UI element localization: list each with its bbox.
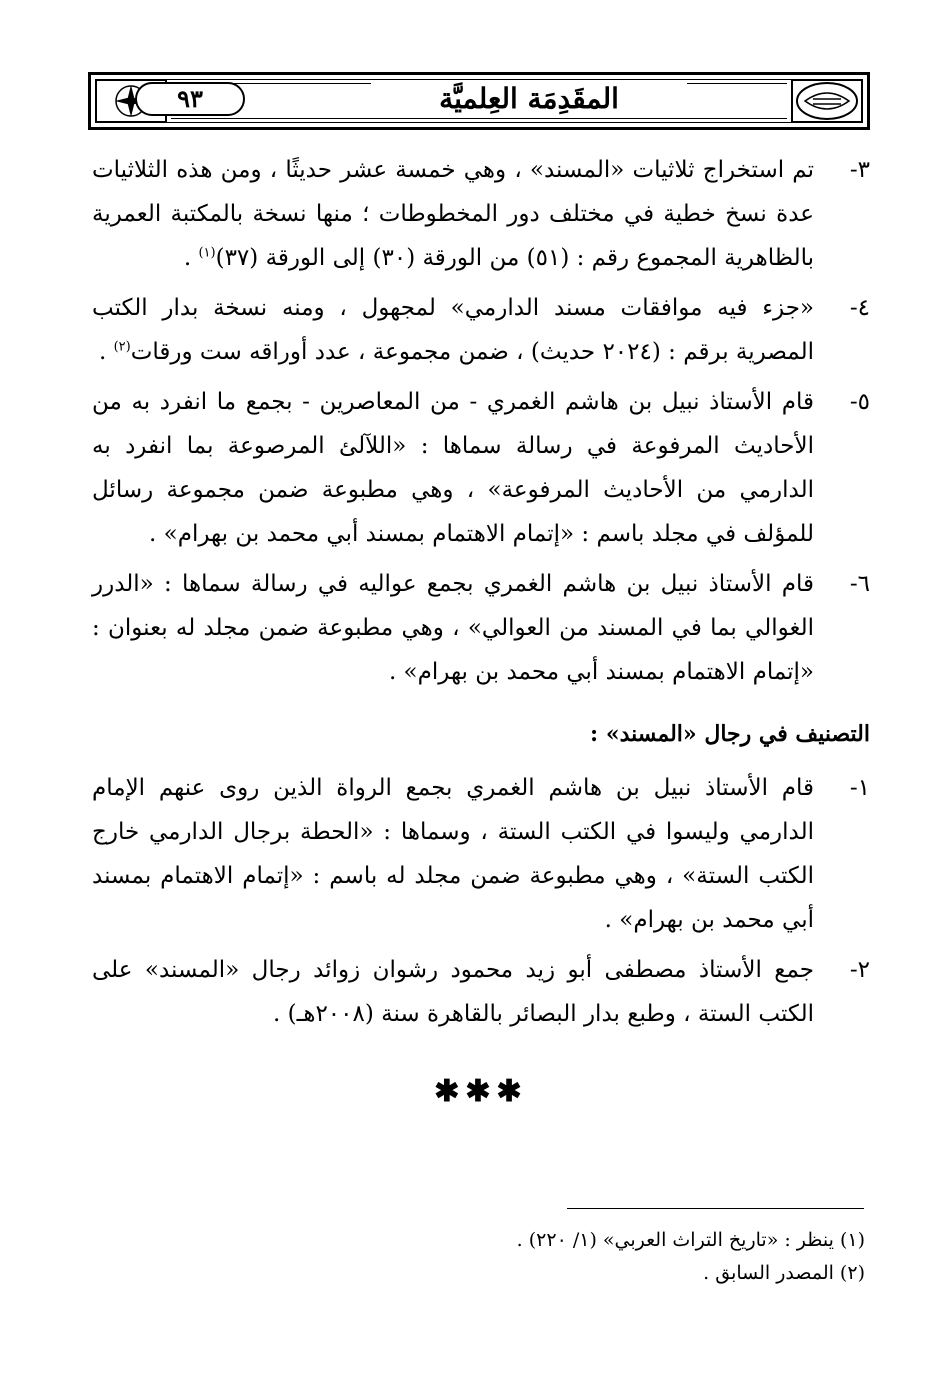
item-number: ٦-	[849, 571, 870, 597]
footnote: (١) ينظر : «تاريخ التراث العربي» (١/ ٢٢٠) .	[516, 1229, 865, 1251]
list-item	[92, 286, 870, 374]
page-number: ٩٣	[135, 82, 245, 116]
item-text: قام الأستاذ نبيل بن هاشم الغمري بجمع الرواة الذين روى عنهم الإمام الدارمي وليسوا في الكتب الستة ، وسماها : «الحطة برجال الدارمي خارج الكتب الستة» ، وهي مطبوعة ضمن مجلد له باسم : «إتمام الاهتمام بمسند أبي محمد بن بهرام» .	[92, 775, 814, 933]
footnote: (٢) المصدر السابق .	[703, 1262, 865, 1284]
item-number: ١-	[849, 775, 870, 801]
item-text: تم استخراج ثلاثيات «المسند» ، وهي خمسة عشر حديثًا ، ومن هذه الثلاثيات عدة نسخ خطية في مختلف دور المخطوطات ؛ منها نسخة بالمكتبة العمرية بالظاهرية المجموع رقم : (٥١) من الورقة (٣٠) إلى الورقة (٣٧)	[92, 157, 814, 271]
list-item	[92, 148, 870, 280]
item-number: ٤-	[849, 295, 870, 321]
publisher-emblem-icon	[791, 79, 863, 123]
list-item	[92, 380, 870, 556]
item-text: جمع الأستاذ مصطفى أبو زيد محمود رشوان زوائد رجال «المسند» على الكتب الستة ، وطبع بدار البصائر بالقاهرة سنة (٢٠٠٨هـ) .	[92, 957, 814, 1027]
item-text: «جزء فيه موافقات مسند الدارمي» لمجهول ، ومنه نسخة بدار الكتب المصرية برقم : (٢٠٢٤ حديث) ، ضمن مجموعة ، عدد أوراقه ست ورقات	[92, 295, 814, 365]
footnotes	[265, 1224, 865, 1290]
section-heading: التصنيف في رجال «المسند» :	[590, 721, 870, 747]
item-number: ٣-	[849, 157, 870, 183]
item-number: ٢-	[849, 957, 870, 983]
list-item	[92, 562, 870, 694]
section-separator: ✱✱✱	[434, 1074, 528, 1109]
footnote-ref: (٢)	[113, 339, 131, 355]
page-title: المقَدِمَة العِلميَّة	[371, 81, 687, 117]
item-number: ٥-	[849, 389, 870, 415]
list-item	[92, 948, 870, 1036]
running-header	[88, 72, 870, 130]
item-text: قام الأستاذ نبيل بن هاشم الغمري - من المعاصرين - بجمع ما انفرد به من الأحاديث المرفوعة في رسالة سماها : «اللآلئ المرصوعة بما انفرد به الدارمي من الأحاديث المرفوعة» ، وهي مطبوعة ضمن مجموعة رسائل للمؤلف في مجلد باسم : «إتمام الاهتمام بمسند أبي محمد بن بهرام» .	[92, 389, 814, 547]
item-end: .	[98, 339, 114, 365]
footnote-ref: (١)	[198, 245, 216, 261]
item-text: قام الأستاذ نبيل بن هاشم الغمري بجمع عواليه في رسالة سماها : «الدرر الغوالي بما في المسند من العوالي» ، وهي مطبوعة ضمن مجلد له بعنوان : «إتمام الاهتمام بمسند أبي محمد بن بهرام» .	[92, 571, 814, 685]
item-end: .	[183, 245, 199, 271]
footnote-rule	[567, 1208, 864, 1209]
main-text	[92, 148, 870, 1114]
list-item	[92, 766, 870, 942]
